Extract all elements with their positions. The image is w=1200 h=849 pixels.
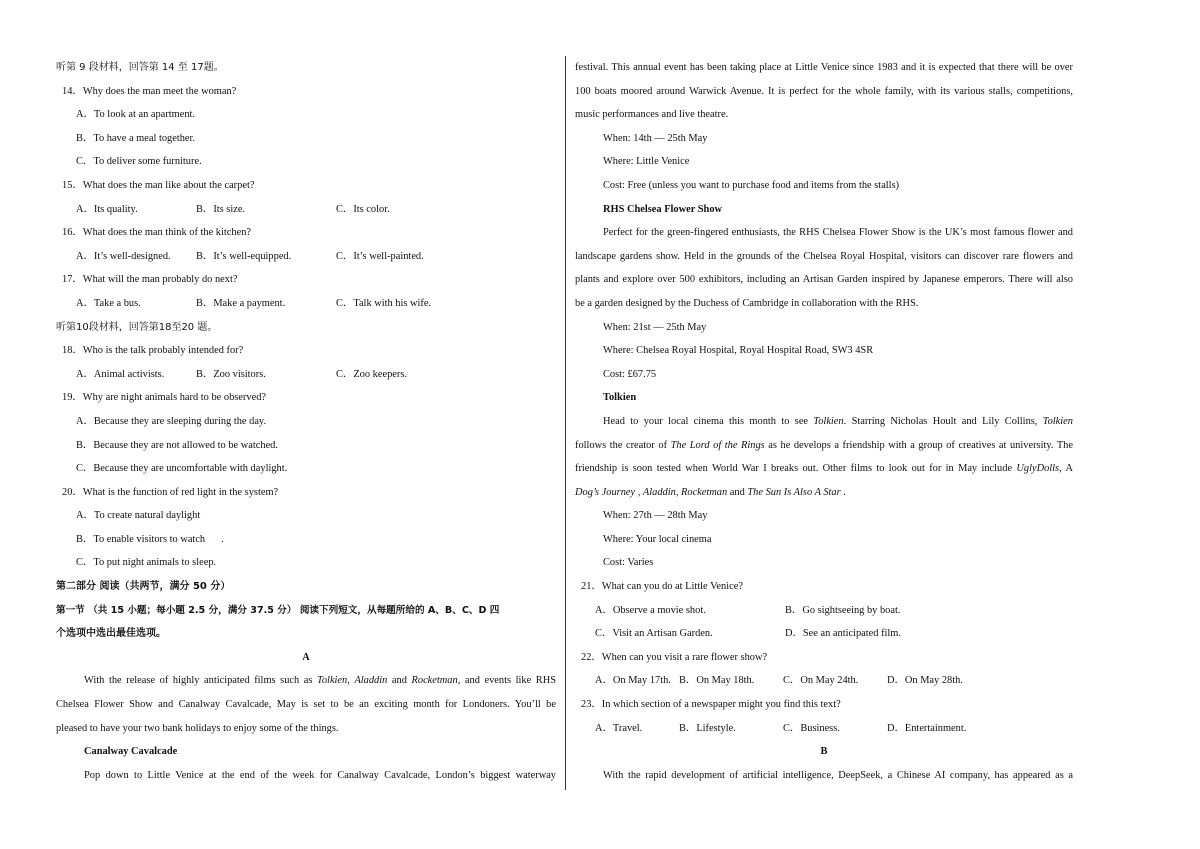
options-18 <box>56 363 556 387</box>
option-23d: D．Entertainment. <box>887 722 967 734</box>
tolkien-text: , A <box>1059 463 1073 475</box>
options-23 <box>575 717 1073 741</box>
option-23a: A．Travel. <box>595 722 643 734</box>
tolkien-when: When: 27th — 28th May <box>603 510 708 522</box>
tolkien-text: follows the creator of <box>575 439 671 451</box>
option-16a: A．It’s well-designed. <box>76 250 171 262</box>
option-14c: C．To deliver some furniture. <box>76 156 202 168</box>
rhs-when: When: 21st — 25th May <box>603 321 707 333</box>
intro-line-2: Chelsea Flower Show and Canalway Cavalcade, May is set to be an exciting month for Londoners. You’ll be <box>56 699 556 711</box>
tolkien-text: friendship is soon tested when World War I breaks out. Other films to look out for in May include <box>575 463 1017 475</box>
option-15c: C．Its color. <box>336 203 390 215</box>
option-17a: A．Take a bus. <box>76 297 141 309</box>
rhs-line-2: landscape gardens show. Held in the grounds of the Chelsea Royal Hospital, visitors can discover rare flowers and <box>575 250 1073 262</box>
tolkien-line-2 <box>575 434 1073 458</box>
option-20b <box>56 528 556 552</box>
rhs-line-1: Perfect for the green-fingered enthusiasts, the RHS Chelsea Flower Show is the UK’s most famous flower and <box>603 227 1073 239</box>
option-19c: C．Because they are uncomfortable with daylight. <box>76 463 288 475</box>
film-title: Aladdin <box>642 486 676 498</box>
question-16: 16．What does the man think of the kitchen? <box>62 227 251 239</box>
tolkien-text: Head to your local cinema this month to see <box>603 415 814 427</box>
tolkien-text: . <box>840 486 846 498</box>
question-15: 15．What does the man like about the carpet? <box>62 179 255 191</box>
column-divider <box>565 56 566 790</box>
intro-text: , and events like RHS <box>457 675 556 687</box>
option-20c: C．To put night animals to sleep. <box>76 557 217 569</box>
part-two-instruction-line-2: 个选项中选出最佳选项。 <box>56 628 166 640</box>
option-19a: A．Because they are sleeping during the day. <box>76 415 267 427</box>
question-14: 14．Why does the man meet the woman? <box>62 85 237 97</box>
question-20: 20．What is the function of red light in the system? <box>62 486 279 498</box>
option-18a: A．Animal activists. <box>76 368 165 380</box>
question-21: 21．What can you do at Little Venice? <box>581 581 743 593</box>
option-20a: A．To create natural daylight <box>76 510 201 522</box>
tolkien-text: as he develops a friendship with a group of creatives at university. The <box>764 439 1073 451</box>
option-22b: B．On May 18th. <box>679 675 755 687</box>
option-16b: B．It’s well-equipped. <box>196 250 292 262</box>
option-16c: C．It’s well-painted. <box>336 250 424 262</box>
tolkien-title: Tolkien <box>603 392 637 404</box>
option-17b: B．Make a payment. <box>196 297 286 309</box>
option-17c: C．Talk with his wife. <box>336 297 432 309</box>
left-column <box>56 56 556 787</box>
question-17: 17．What will the man probably do next? <box>62 274 238 286</box>
film-title: Tolkien <box>317 675 348 687</box>
tolkien-line-3 <box>575 457 1073 481</box>
options-15 <box>56 198 556 222</box>
option-21d: D．See an anticipated film. <box>785 628 901 640</box>
canalway-line-4: music performances and live theatre. <box>575 109 729 121</box>
canalway-cost: Cost: Free (unless you want to purchase food and items from the stalls) <box>603 179 900 191</box>
option-15b: B．Its size. <box>196 203 246 215</box>
film-title: Aladdin <box>354 675 388 687</box>
options-17 <box>56 292 556 316</box>
option-14a: A．To look at an apartment. <box>76 109 196 121</box>
canalway-when: When: 14th — 25th May <box>603 132 708 144</box>
option-22c: C．On May 24th. <box>783 675 859 687</box>
intro-text: , <box>347 675 355 687</box>
canalway-title: Canalway Cavalcade <box>84 746 178 758</box>
tolkien-where: Where: Your local cinema <box>603 533 712 545</box>
passage-b-line-1: With the rapid development of artificial intelligence, DeepSeek, a Chinese AI company, has appeared as a <box>603 769 1073 781</box>
option-14b: B．To have a meal together. <box>76 132 196 144</box>
option-19b: B．Because they are not allowed to be watched. <box>76 439 278 451</box>
option-20b-tail: . <box>221 533 224 545</box>
tolkien-text: , <box>675 486 682 498</box>
rhs-cost: Cost: £67.75 <box>603 368 657 380</box>
rhs-where: Where: Chelsea Royal Hospital, Royal Hospital Road, SW3 4SR <box>603 345 874 357</box>
tolkien-text: . Starring Nicholas Hoult and Lily Collins, <box>843 415 1043 427</box>
section-heading-9: 听第 9 段材料，回答第 14 至 17题。 <box>56 62 224 73</box>
question-22: 22．When can you visit a rare flower show? <box>581 651 768 663</box>
tolkien-line-4 <box>575 481 1073 505</box>
option-23b: B．Lifestyle. <box>679 722 736 734</box>
tolkien-cost: Cost: Varies <box>603 557 654 569</box>
question-18: 18．Who is the talk probably intended for? <box>62 345 244 357</box>
canalway-line-3: 100 boats moored around Warwick Avenue. It is perfect for the whole family, with its various stalls, competitions, <box>575 85 1073 97</box>
intro-text: With the release of highly anticipated films such as <box>84 675 318 687</box>
question-19: 19．Why are night animals hard to be observed? <box>62 392 266 404</box>
options-21-row-2 <box>575 622 1073 646</box>
options-16 <box>56 245 556 269</box>
tolkien-line-1 <box>575 410 1073 434</box>
option-15a: A．Its quality. <box>76 203 138 215</box>
intro-text: and <box>387 675 412 687</box>
part-two-title: 第二部分 阅读（共两节，满分 50 分） <box>56 581 231 593</box>
options-22 <box>575 669 1073 693</box>
rhs-title: RHS Chelsea Flower Show <box>603 203 723 215</box>
option-18b: B．Zoo visitors. <box>196 368 266 380</box>
film-title: UglyDolls <box>1016 463 1060 475</box>
option-20b-text: B．To enable visitors to watch <box>76 533 206 545</box>
option-22a: A．On May 17th. <box>595 675 671 687</box>
rhs-line-4: be a garden designed by the Duchess of Cambridge in collaboration with the RHS. <box>575 297 919 309</box>
canalway-line-2: festival. This annual event has been taking place at Little Venice since 1983 and it is expected that there will be over <box>575 62 1073 73</box>
section-heading-10: 听第10段材料，回答第18至20 题。 <box>56 321 218 333</box>
option-21c: C．Visit an Artisan Garden. <box>595 628 713 640</box>
film-title: Rocketman <box>411 675 458 687</box>
option-21a: A．Observe a movie shot. <box>595 604 706 616</box>
book-title: The Lord of the Rings <box>670 439 765 451</box>
rhs-line-3: plants and explore over 500 exhibitors, including an Artisan Garden inspired by Japanese emperors. There will also <box>575 274 1073 286</box>
film-title: Tolkien <box>1042 415 1073 427</box>
passage-a-label: A <box>302 651 310 663</box>
option-22d: D．On May 28th. <box>887 675 963 687</box>
film-title: Tolkien <box>813 415 844 427</box>
intro-line-1 <box>56 669 556 693</box>
part-two-instruction-line-1: 第一节 （共 15 小题；每小题 2.5 分，满分 37.5 分） 阅读下列短文，从每题所给的 A、B、C、D 四 <box>56 604 500 616</box>
film-title: Rocketman <box>681 486 728 498</box>
option-21b: B．Go sightseeing by boat. <box>785 604 901 616</box>
film-title: The Sun Is Also A Star <box>747 486 841 498</box>
tolkien-text: and <box>727 486 748 498</box>
canalway-where: Where: Little Venice <box>603 156 690 168</box>
film-title: Dog’s Journey <box>575 486 636 498</box>
options-21-row-1 <box>575 599 1073 623</box>
canalway-line-1: Pop down to Little Venice at the end of the week for Canalway Cavalcade, London’s biggest waterway <box>84 769 556 781</box>
intro-line-3: pleased to have your two bank holidays to enjoy some of the things. <box>56 722 339 734</box>
option-23c: C．Business. <box>783 722 840 734</box>
passage-b-label: B <box>820 746 828 758</box>
tolkien-text: , <box>635 486 643 498</box>
question-23: 23．In which section of a newspaper might you find this text? <box>581 699 841 711</box>
option-18c: C．Zoo keepers. <box>336 368 407 380</box>
right-column <box>575 56 1073 787</box>
